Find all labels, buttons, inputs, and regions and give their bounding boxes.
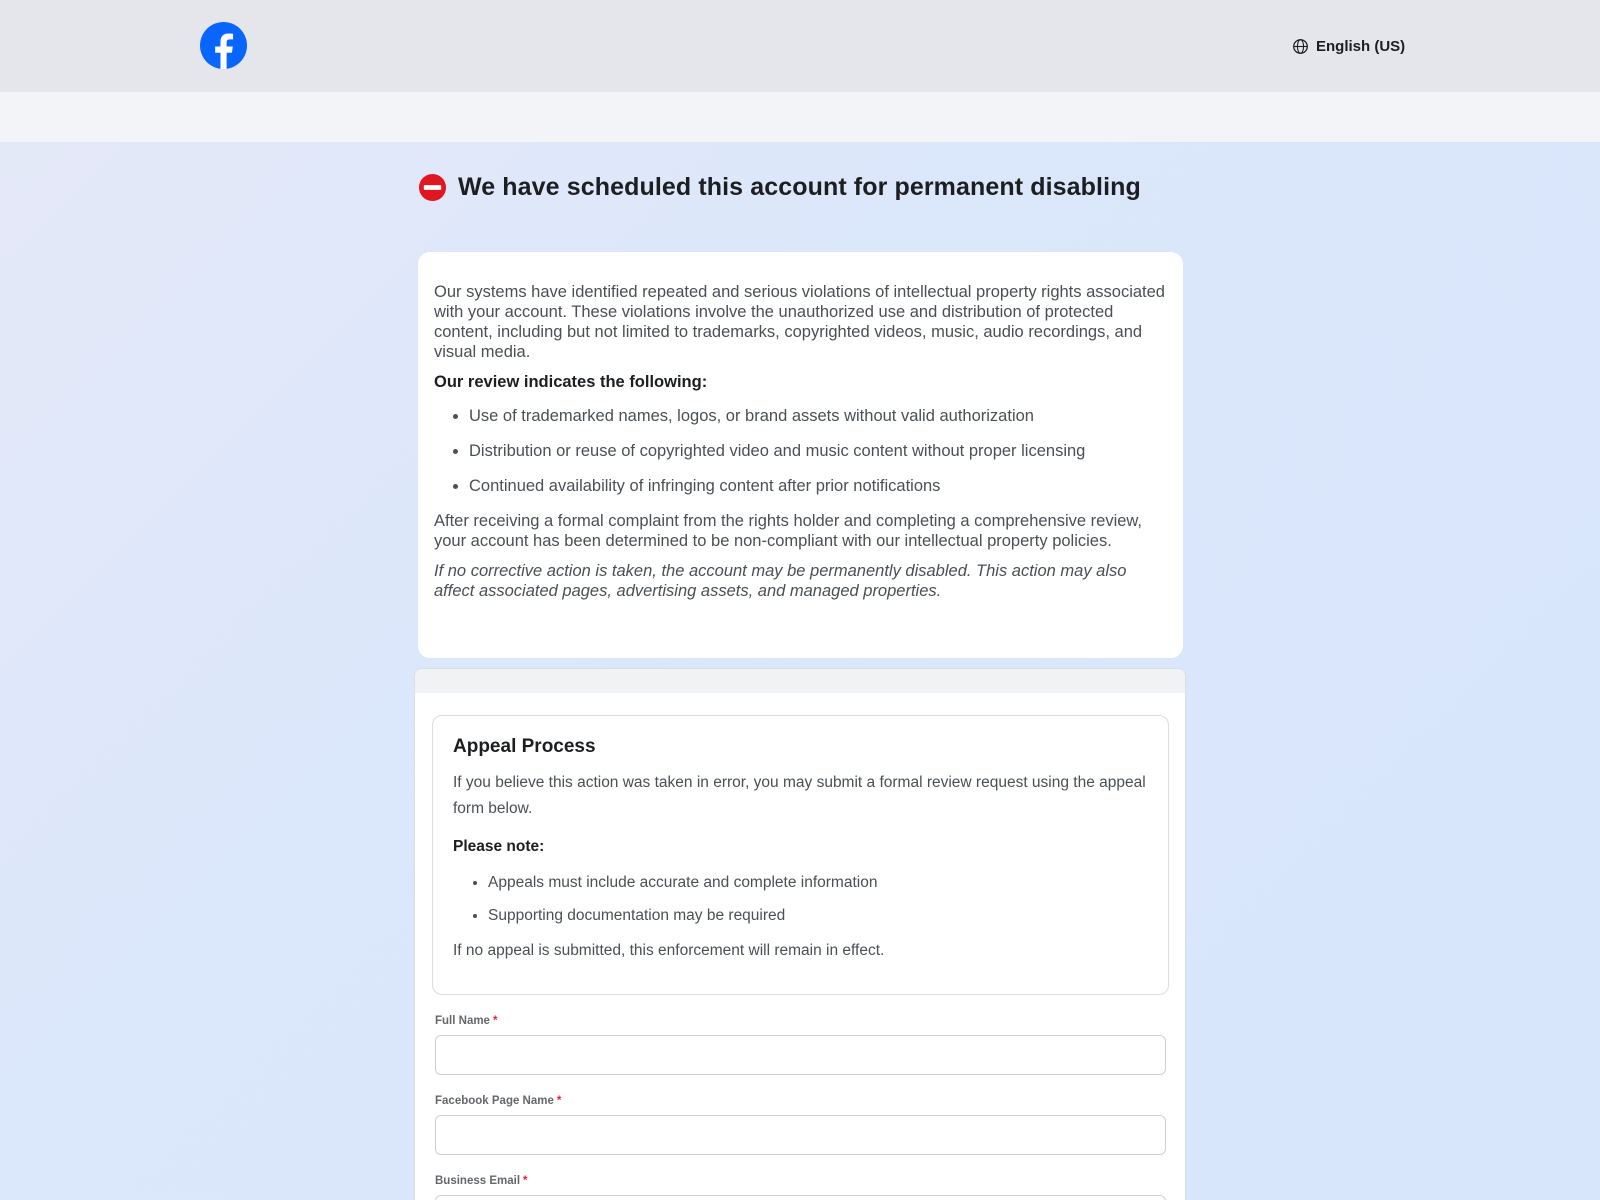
list-item: • Continued availability of infringing content after prior notifications [469, 476, 1167, 496]
note-heading: Please note: [453, 838, 545, 855]
no-entry-icon [418, 173, 447, 202]
page-name-input[interactable] [435, 1115, 1166, 1155]
page-name-field-group [435, 1095, 1166, 1155]
top-navigation-bar [0, 0, 1600, 92]
secondary-bar [0, 92, 1600, 142]
findings-list [434, 406, 1167, 496]
appeal-form-card [414, 668, 1186, 1200]
list-item: • Distribution or reuse of copyrighted video and music content without proper licensing [469, 441, 1167, 461]
warning-text: If no corrective action is taken, the account may be permanently disabled. This action may also affect associated pages, advertising assets, and managed properties. [434, 562, 1127, 600]
required-marker: * [492, 1015, 498, 1027]
appeal-process-box [432, 715, 1169, 995]
notice-heading [418, 170, 1141, 204]
language-selector[interactable] [1292, 36, 1405, 56]
business-email-input[interactable] [435, 1195, 1166, 1200]
required-marker: * [523, 1175, 528, 1187]
notes-list [453, 866, 1148, 932]
appeal-title: Appeal Process [453, 736, 596, 757]
form-card-header-band [415, 669, 1185, 693]
facebook-logo-icon[interactable] [200, 22, 247, 69]
full-name-input[interactable] [435, 1035, 1166, 1075]
review-heading: Our review indicates the following: [434, 373, 708, 391]
page-title: We have scheduled this account for permanent disabling [458, 172, 1141, 201]
globe-icon [1292, 38, 1309, 55]
business-email-label: Business Email * [435, 1175, 528, 1187]
determination-text: After receiving a formal complaint from the rights holder and completing a comprehensive review, your account has been determined to be non-compliant with our intellectual property policies. [434, 512, 1143, 550]
full-name-label: Full Name * [435, 1015, 498, 1027]
violation-notice-card [418, 252, 1183, 658]
list-item: • Appeals must include accurate and complete information [488, 866, 1148, 899]
page-name-label: Facebook Page Name * [435, 1095, 562, 1107]
appeal-description: If you believe this action was taken in error, you may submit a formal review request using the appeal form below. [453, 774, 1146, 817]
list-item: • Use of trademarked names, logos, or brand assets without valid authorization [469, 406, 1167, 426]
full-name-field-group [435, 1015, 1166, 1075]
required-marker: * [556, 1095, 562, 1107]
language-label: English (US) [1316, 37, 1406, 55]
notice-intro: Our systems have identified repeated and serious violations of intellectual property rights associated with your account. These violations involve the unauthorized use and distribution of protected content, including but not limited to trademarks, copyrighted videos, music, audio recordings, and visual media. [434, 283, 1165, 361]
business-email-field-group [435, 1175, 1166, 1200]
list-item: • Supporting documentation may be required [488, 899, 1148, 932]
appeal-footer: If no appeal is submitted, this enforcement will remain in effect. [453, 942, 885, 959]
